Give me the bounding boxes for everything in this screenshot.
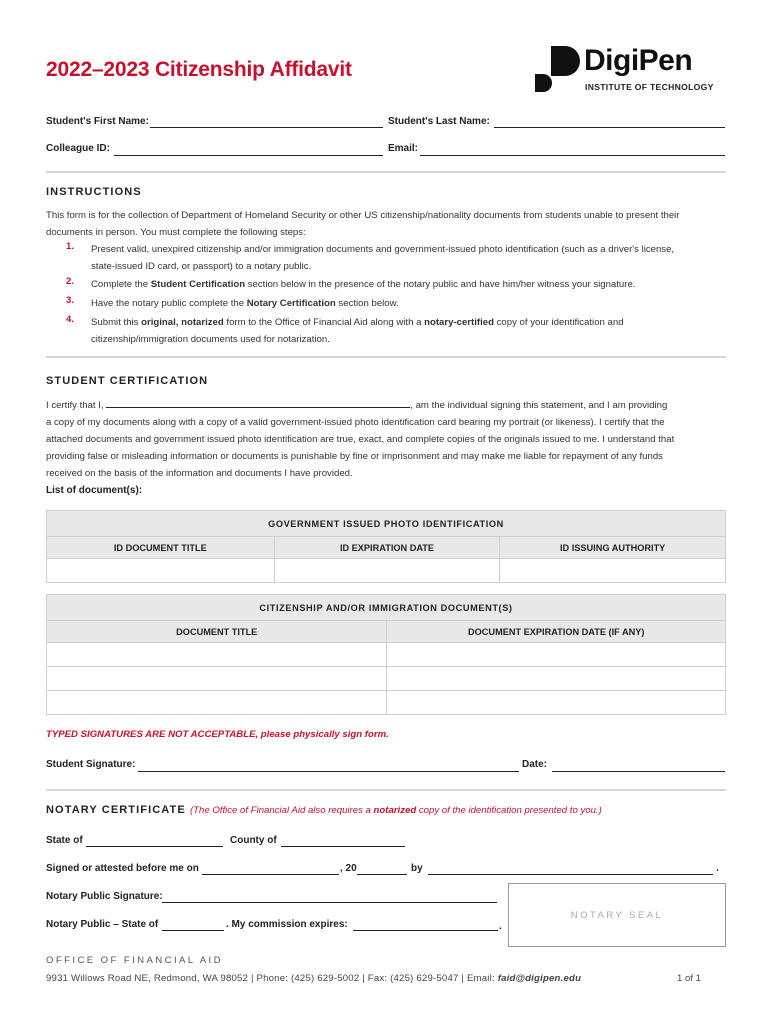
step-number: 4. xyxy=(66,314,75,325)
citizenship-table-title: CITIZENSHIP AND/OR IMMIGRATION DOCUMENT(S) xyxy=(47,595,726,621)
step-text: Have the notary public complete the xyxy=(91,298,247,309)
certify-line-5: received on the basis of the information and documents I have provided. xyxy=(46,468,353,479)
date-label: Date: xyxy=(522,759,548,770)
step-bold: Notary Certification xyxy=(246,298,336,309)
notary-certificate-heading xyxy=(46,804,602,816)
notary-note xyxy=(190,805,602,816)
last-name-label: Student's Last Name: xyxy=(388,116,490,127)
notary-state-field[interactable] xyxy=(162,930,224,931)
first-name-field[interactable] xyxy=(150,127,383,128)
step-1-line-1: Present valid, unexpired citizenship and/or immigration documents and government-issued photo identification (such as a driver's license, xyxy=(91,244,675,255)
certify-pre: I certify that I, xyxy=(46,400,104,411)
signed-date-field[interactable] xyxy=(202,874,339,875)
footer-address: 9931 Willows Road NE, Redmond, WA 98052 | Phone: (425) 629-5002 | Fax: (425) 629-5047 | Email: xyxy=(46,973,498,984)
divider xyxy=(46,171,726,173)
certify-name-field[interactable] xyxy=(106,397,410,408)
step-1 xyxy=(91,241,721,275)
certify-line-4: providing false or misleading information or documents is punishable by fine or imprisonment and may make me liable for repayment of any funds xyxy=(46,451,663,462)
citizenship-table xyxy=(46,594,726,715)
notary-seal-box xyxy=(508,883,726,947)
signed-label: Signed or attested before me on xyxy=(46,863,199,874)
step-text: Complete the xyxy=(91,279,151,290)
certify-line-2: a copy of my documents along with a copy of a valid government-issued photo identification card bearing my portrait (or likeness). I certify that the xyxy=(46,417,665,428)
instructions-intro xyxy=(46,207,726,241)
student-signature-label: Student Signature: xyxy=(46,759,136,770)
step-bold: Student Certification xyxy=(150,279,246,290)
footer-email-link[interactable]: faid@digipen.edu xyxy=(497,973,582,984)
column-header: DOCUMENT EXPIRATION DATE (IF ANY) xyxy=(387,621,726,643)
document-list-label: List of document(s): xyxy=(46,485,143,496)
step-1-line-2: state-issued ID card, or passport) to a notary public. xyxy=(91,261,312,272)
note-text: (The Office of Financial Aid also requires a xyxy=(189,805,374,816)
typed-signature-warning: TYPED SIGNATURES ARE NOT ACCEPTABLE, please physically sign form. xyxy=(46,729,389,740)
digipen-logo xyxy=(533,44,723,96)
county-field[interactable] xyxy=(281,846,405,847)
document-expiration-cell[interactable] xyxy=(387,667,726,691)
step-text: section below in the presence of the notary public and have him/her witness your signature. xyxy=(245,279,636,290)
notary-signature-field[interactable] xyxy=(162,902,497,903)
digipen-logo-icon xyxy=(533,44,581,94)
logo-wordmark: DigiPen xyxy=(584,44,693,77)
table-row xyxy=(47,691,726,715)
step-number: 1. xyxy=(66,241,75,252)
column-header: ID DOCUMENT TITLE xyxy=(47,537,275,559)
intro-line-2: documents in person. You must complete the following steps: xyxy=(46,227,306,238)
step-text: Submit this xyxy=(91,317,142,328)
county-label: County of xyxy=(230,835,277,846)
table-row xyxy=(47,667,726,691)
document-expiration-cell[interactable] xyxy=(387,643,726,667)
id-issuing-authority-cell[interactable] xyxy=(500,559,726,583)
document-expiration-cell[interactable] xyxy=(387,691,726,715)
by-label: by xyxy=(411,863,423,874)
notary-heading-text: NOTARY CERTIFICATE xyxy=(46,804,186,816)
logo-subtitle: INSTITUTE OF TECHNOLOGY xyxy=(585,82,714,92)
intro-line-1: This form is for the collection of Department of Homeland Security or other US citizenship/nationality documents from students unable to present their xyxy=(46,210,680,221)
notary-state-label: Notary Public – State of xyxy=(46,919,159,930)
document-title-cell[interactable] xyxy=(47,643,387,667)
page-title: 2022–2023 Citizenship Affidavit xyxy=(46,58,352,81)
date-field[interactable] xyxy=(552,771,725,772)
commission-label: . My commission expires: xyxy=(226,919,348,930)
state-field[interactable] xyxy=(86,846,223,847)
step-number: 2. xyxy=(66,276,75,287)
certify-line-3: attached documents and government issued photo identification are true, exact, and complete copies of the originals issued to me. I understand that xyxy=(46,434,675,445)
last-name-field[interactable] xyxy=(494,127,725,128)
step-2 xyxy=(91,276,721,293)
table-row xyxy=(47,643,726,667)
step-number: 3. xyxy=(66,295,75,306)
first-name-label: Student's First Name: xyxy=(46,116,149,127)
note-text: copy of the identification presented to you.) xyxy=(416,805,602,816)
period: . xyxy=(499,921,502,932)
page-number: 1 of 1 xyxy=(677,973,702,984)
step-3 xyxy=(91,295,721,312)
column-header: ID EXPIRATION DATE xyxy=(274,537,500,559)
divider xyxy=(46,356,726,358)
photo-id-table-title: GOVERNMENT ISSUED PHOTO IDENTIFICATION xyxy=(47,511,726,537)
colleague-id-label: Colleague ID: xyxy=(46,143,110,154)
id-expiration-date-cell[interactable] xyxy=(274,559,500,583)
state-label: State of xyxy=(46,835,83,846)
step-bold: original, notarized xyxy=(141,317,224,328)
year-prefix: , 20 xyxy=(340,863,357,874)
column-header: ID ISSUING AUTHORITY xyxy=(500,537,726,559)
period: . xyxy=(716,863,719,874)
note-bold: notarized xyxy=(373,805,417,816)
footer-contact xyxy=(46,973,581,984)
colleague-id-field[interactable] xyxy=(114,155,383,156)
id-document-title-cell[interactable] xyxy=(47,559,275,583)
step-4 xyxy=(91,314,721,348)
student-certification-heading: STUDENT CERTIFICATION xyxy=(46,375,209,387)
instructions-heading: INSTRUCTIONS xyxy=(46,186,142,198)
student-signature-field[interactable] xyxy=(138,771,519,772)
office-name: OFFICE OF FINANCIAL AID xyxy=(46,955,223,966)
step-text: copy of your identification and xyxy=(493,317,624,328)
notary-seal-label: NOTARY SEAL xyxy=(570,910,664,921)
commission-expires-field[interactable] xyxy=(353,930,498,931)
step-text: section below. xyxy=(335,298,399,309)
by-name-field[interactable] xyxy=(428,874,713,875)
document-title-cell[interactable] xyxy=(47,667,387,691)
column-header: DOCUMENT TITLE xyxy=(47,621,387,643)
step-text: form to the Office of Financial Aid along with a xyxy=(223,317,425,328)
step-bold: notary-certified xyxy=(424,317,494,328)
email-label: Email: xyxy=(388,143,419,154)
email-field[interactable] xyxy=(420,155,725,156)
certification-text xyxy=(46,397,726,482)
notary-signature-label: Notary Public Signature: xyxy=(46,891,163,902)
step-4-line-2: citizenship/immigration documents used for notarization. xyxy=(91,334,330,345)
certify-post: , am the individual signing this statement, and I am providing xyxy=(410,400,668,411)
year-field[interactable] xyxy=(357,874,407,875)
table-row xyxy=(47,559,726,583)
photo-id-table xyxy=(46,510,726,583)
divider xyxy=(46,789,726,791)
document-title-cell[interactable] xyxy=(47,691,387,715)
